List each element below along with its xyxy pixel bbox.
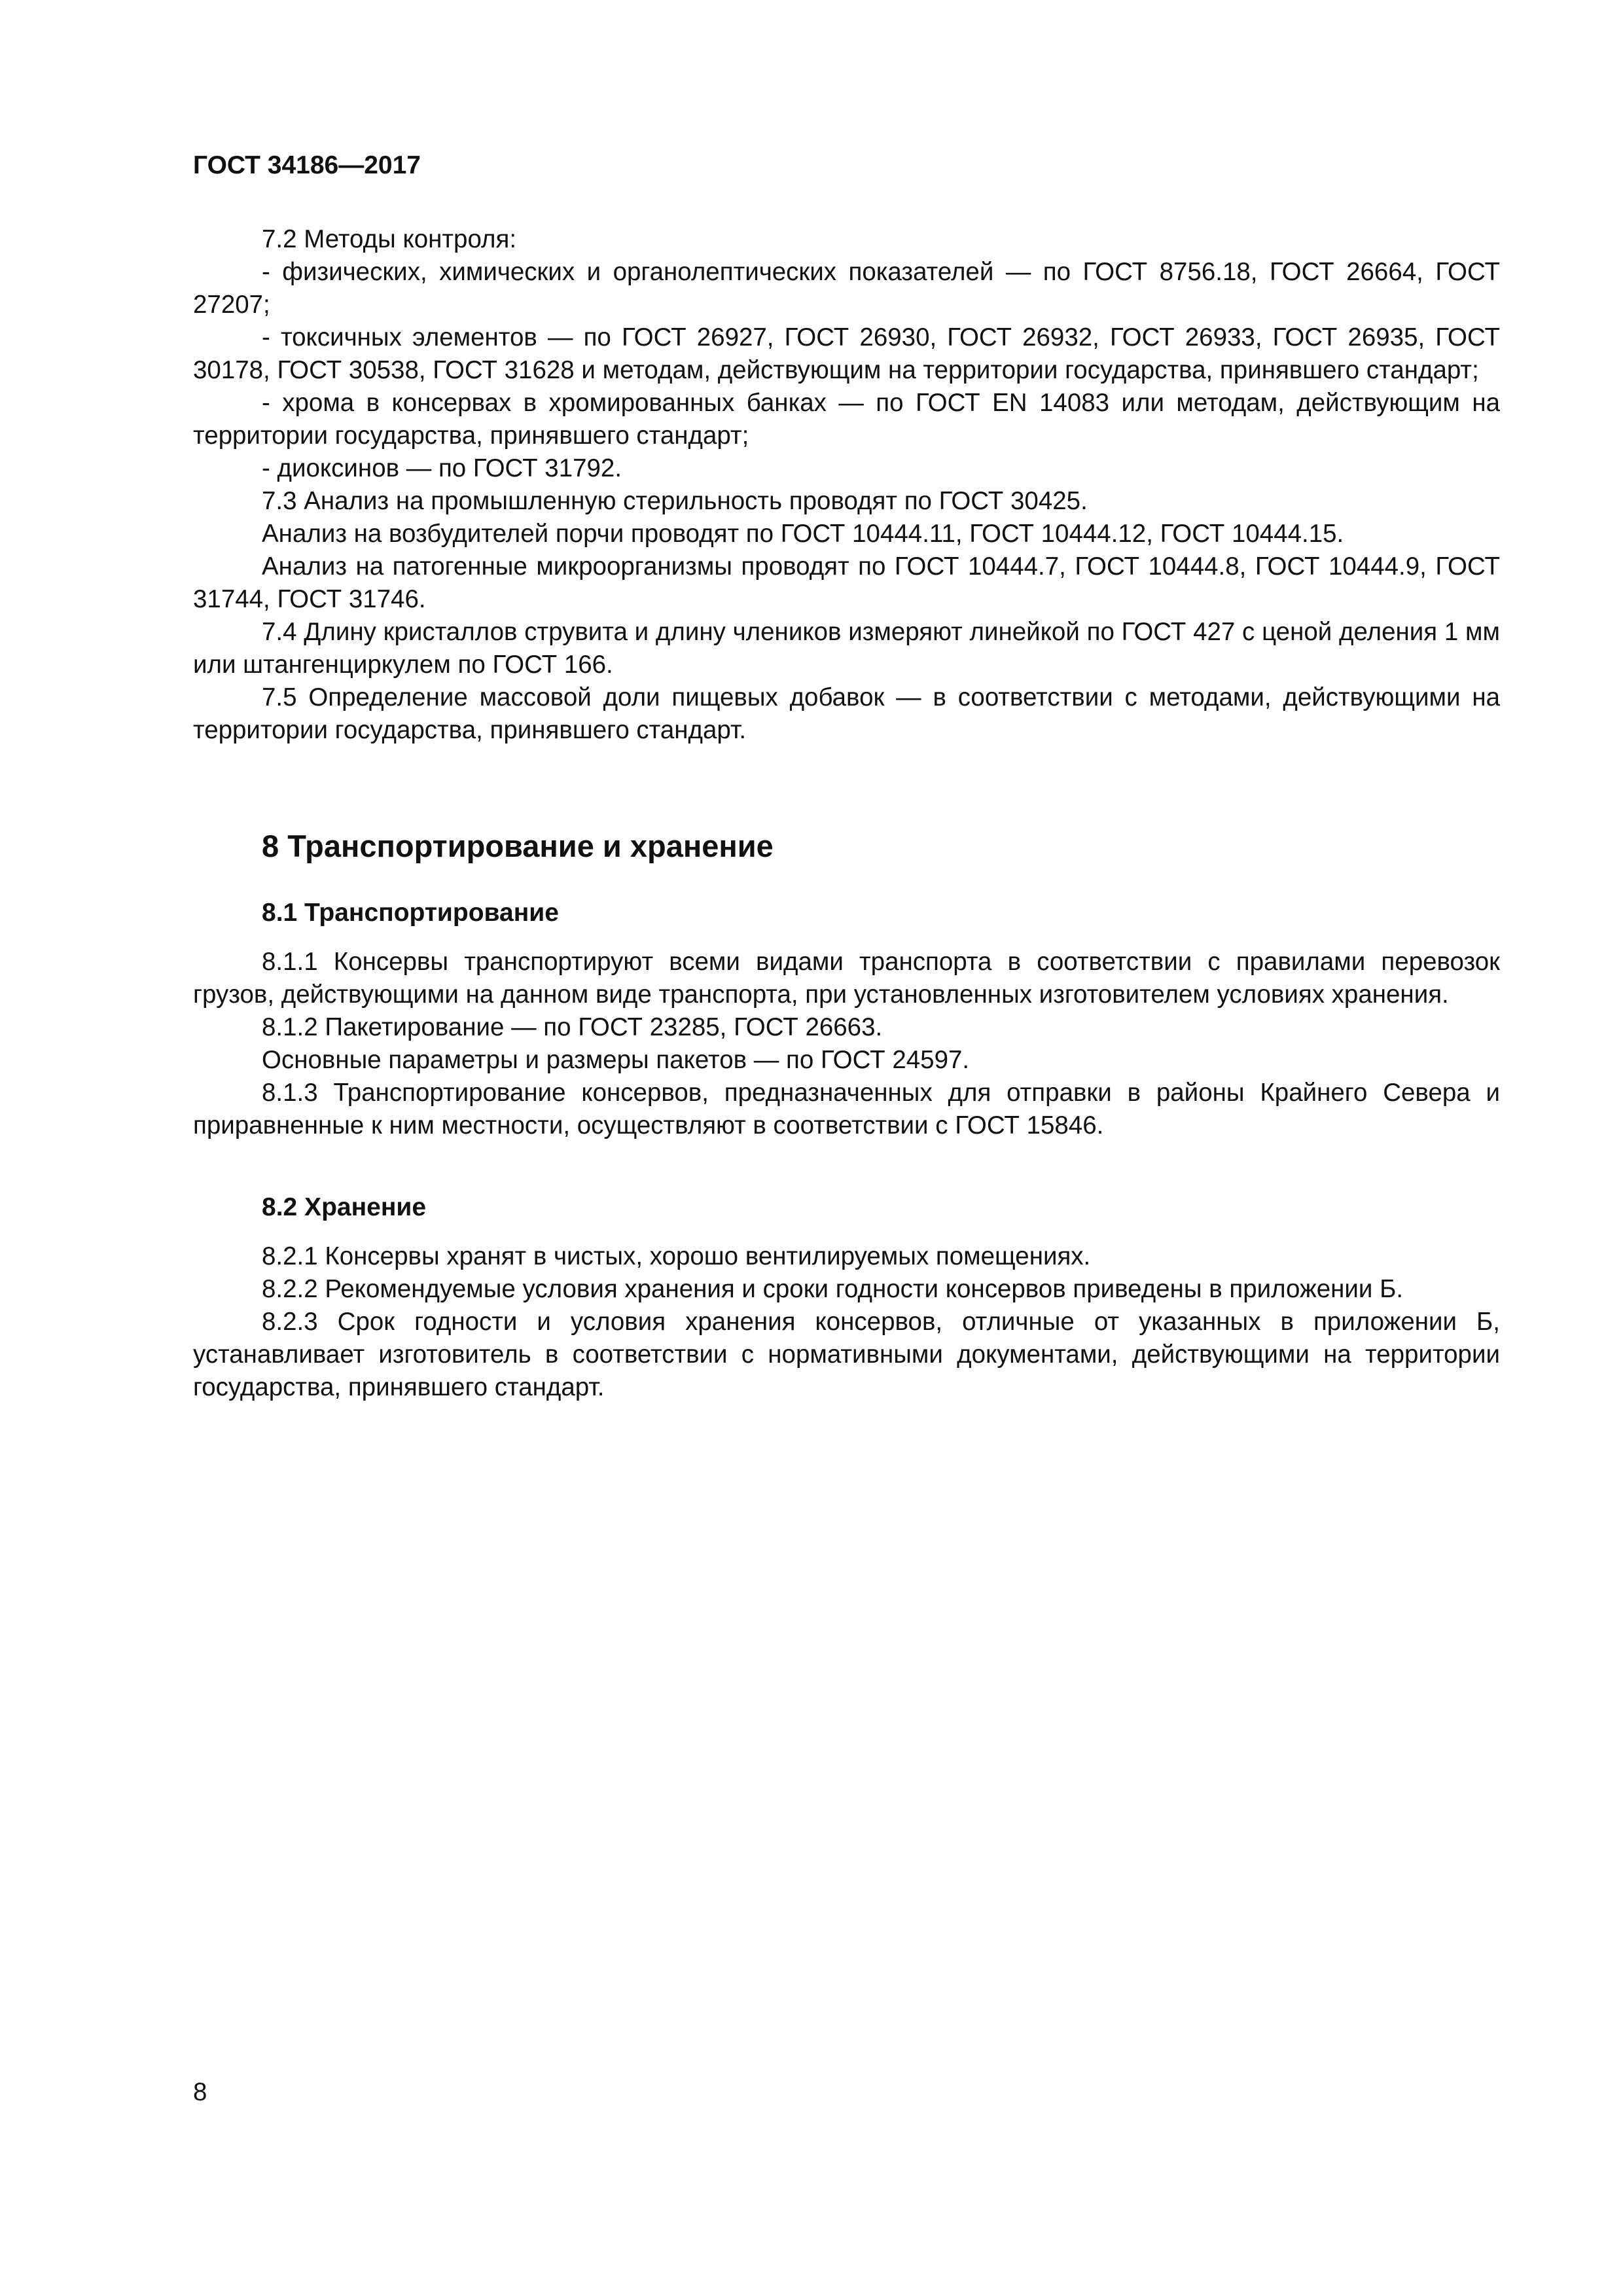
document-header: ГОСТ 34186—2017	[193, 151, 421, 179]
paragraph: Анализ на патогенные микроорганизмы проводят по ГОСТ 10444.7, ГОСТ 10444.8, ГОСТ 10444.9, ГОСТ 31744, ГОСТ 31746.	[193, 552, 1500, 613]
subsection-8-1-title: 8.1 Транспортирование	[262, 899, 559, 927]
page-number: 8	[193, 2078, 207, 2106]
subsection-8-2-body	[193, 1240, 1500, 1404]
paragraph: - диоксинов — по ГОСТ 31792.	[262, 454, 622, 482]
subsection-8-1-body	[193, 946, 1500, 1142]
paragraph: 7.3 Анализ на промышленную стерильность проводят по ГОСТ 30425.	[262, 487, 1088, 515]
paragraph: 8.1.3 Транспортирование консервов, предназначенных для отправки в районы Крайнего Севера и приравненные к ним местности, осуществляют в соответствии с ГОСТ 15846.	[193, 1079, 1500, 1139]
paragraph: 8.2.1 Консервы хранят в чистых, хорошо вентилируемых помещениях.	[262, 1242, 1091, 1270]
paragraph: - хрома в консервах в хромированных банках — по ГОСТ EN 14083 или методам, действующим на территории государства, принявшего стандарт;	[193, 389, 1500, 450]
subsection-8-2-title: 8.2 Хранение	[262, 1193, 427, 1221]
paragraph: - токсичных элементов — по ГОСТ 26927, ГОСТ 26930, ГОСТ 26932, ГОСТ 26933, ГОСТ 26935, ГОСТ 30178, ГОСТ 30538, ГОСТ 31628 и методам, действующим на территории государства, принявшего стандарт;	[193, 323, 1500, 384]
paragraph: 8.1.1 Консервы транспортируют всеми видами транспорта в соответствии с правилами перевозок грузов, действующими на данном виде транспорта, при установленных изготовителем условиях хранения.	[193, 948, 1500, 1009]
paragraph: Основные параметры и размеры пакетов — по ГОСТ 24597.	[262, 1046, 970, 1074]
paragraph: 7.4 Длину кристаллов струвита и длину члеников измеряют линейкой по ГОСТ 427 с ценой деления 1 мм или штангенциркулем по ГОСТ 166.	[193, 618, 1500, 679]
paragraph: Анализ на возбудителей порчи проводят по ГОСТ 10444.11, ГОСТ 10444.12, ГОСТ 10444.15.	[262, 520, 1344, 548]
section-8-title: 8 Транспортирование и хранение	[262, 829, 774, 863]
section-7-body	[193, 223, 1500, 747]
paragraph: 8.2.2 Рекомендуемые условия хранения и сроки годности консервов приведены в приложении Б.	[262, 1275, 1404, 1303]
paragraph: 8.2.3 Срок годности и условия хранения консервов, отличные от указанных в приложении Б, устанавливает изготовитель в соответствии с нормативными документами, действующими на территории государства, принявшего стандарт.	[193, 1308, 1500, 1401]
paragraph: 8.1.2 Пакетирование — по ГОСТ 23285, ГОСТ 26663.	[262, 1013, 883, 1041]
paragraph: 7.5 Определение массовой доли пищевых добавок — в соответствии с методами, действующими на территории государства, принявшего стандарт.	[193, 683, 1500, 744]
paragraph: 7.2 Методы контроля:	[262, 225, 517, 253]
paragraph: - физических, химических и органолептических показателей — по ГОСТ 8756.18, ГОСТ 26664, ГОСТ 27207;	[193, 258, 1500, 319]
